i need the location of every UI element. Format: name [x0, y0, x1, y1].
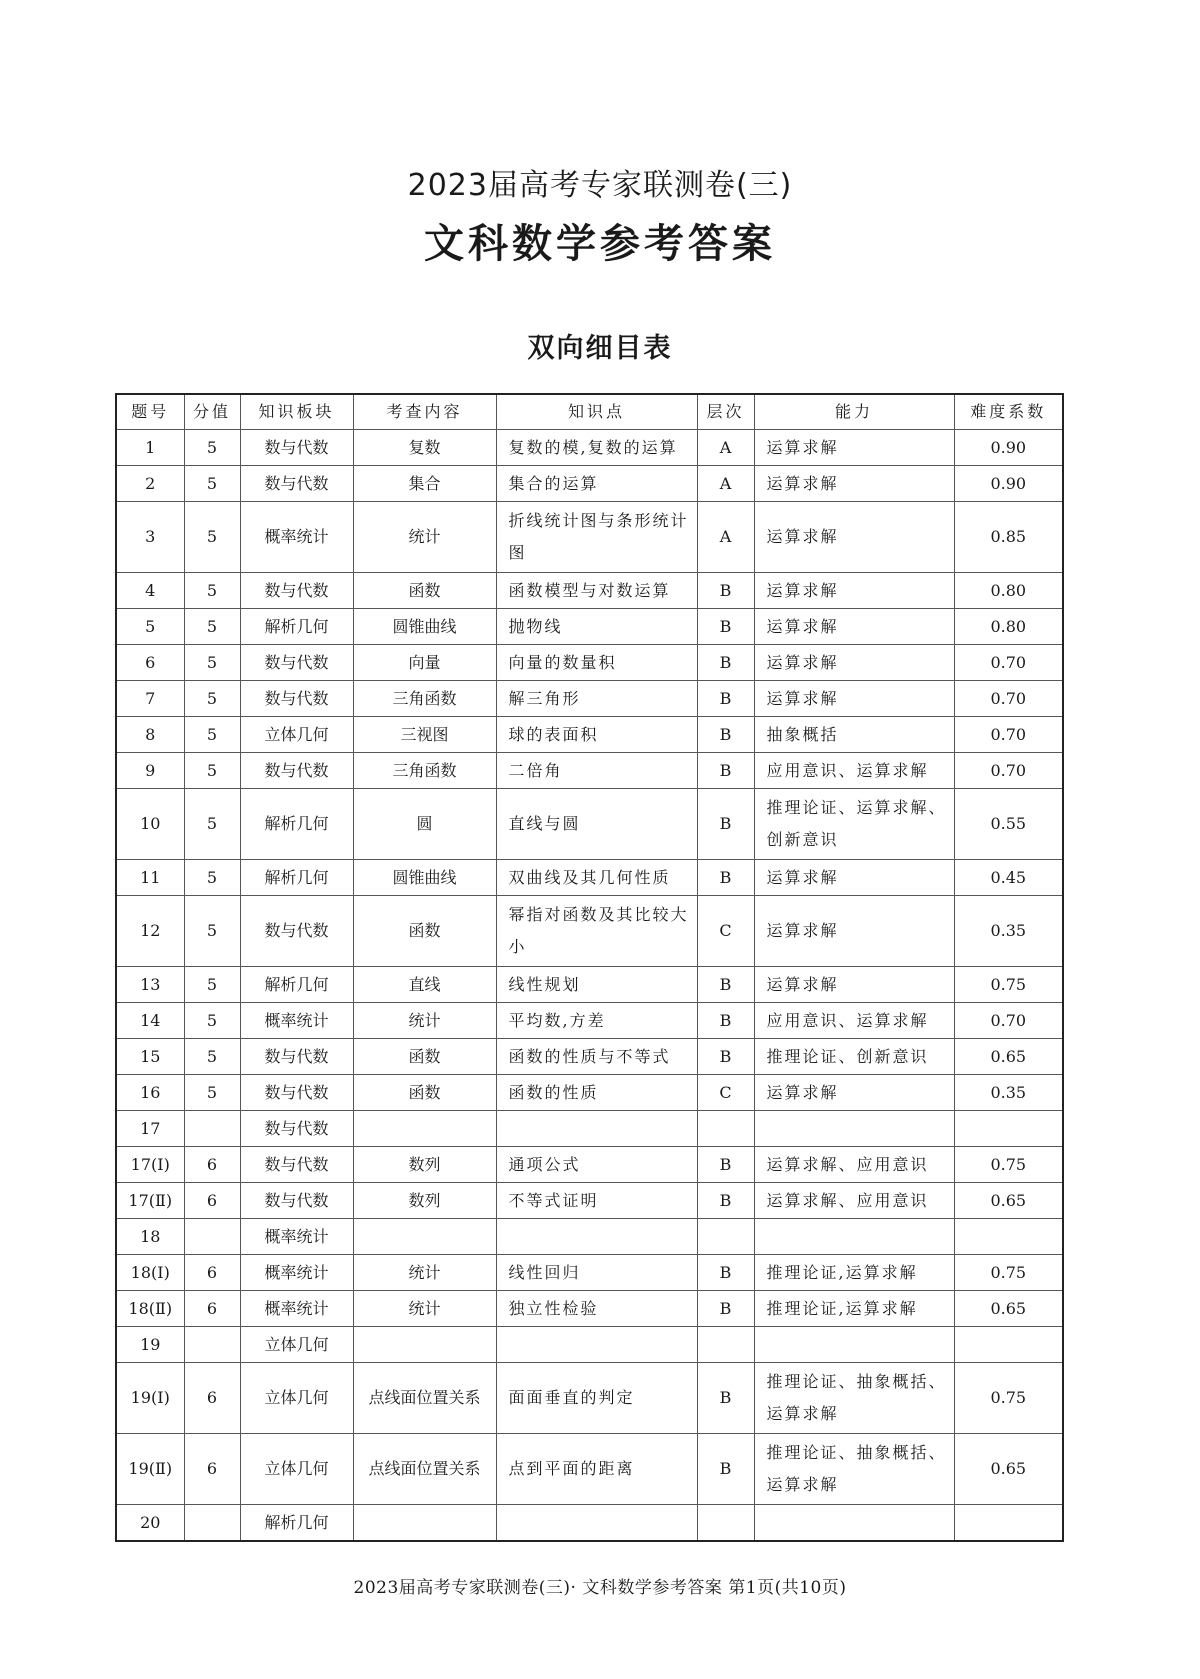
cell-score: 5: [184, 896, 240, 967]
cell-difficulty: 0.80: [954, 609, 1063, 645]
cell-no: 7: [116, 681, 184, 717]
cell-point: 面面垂直的判定: [496, 1363, 697, 1434]
cell-ability: 抽象概括: [754, 717, 954, 753]
table-row: [116, 1147, 1063, 1183]
cell-no: 17(Ⅱ): [116, 1183, 184, 1219]
cell-content: [353, 1327, 496, 1363]
cell-ability: 运算求解: [754, 1075, 954, 1111]
cell-no: 19(Ⅰ): [116, 1363, 184, 1434]
cell-ability: 运算求解: [754, 502, 954, 573]
cell-no: 19(Ⅱ): [116, 1434, 184, 1505]
cell-difficulty: 0.65: [954, 1291, 1063, 1327]
cell-point: 通项公式: [496, 1147, 697, 1183]
cell-block: 立体几何: [240, 717, 353, 753]
header-cell-point: 知识点: [496, 394, 697, 430]
cell-ability: 推理论证、创新意识: [754, 1039, 954, 1075]
cell-difficulty: [954, 1327, 1063, 1363]
cell-ability: 运算求解: [754, 896, 954, 967]
cell-point: 向量的数量积: [496, 645, 697, 681]
cell-level: B: [697, 1039, 754, 1075]
cell-difficulty: 0.35: [954, 896, 1063, 967]
cell-no: 18(Ⅱ): [116, 1291, 184, 1327]
cell-score: 5: [184, 1039, 240, 1075]
table-row: [116, 753, 1063, 789]
cell-level: B: [697, 860, 754, 896]
cell-block: 数与代数: [240, 681, 353, 717]
cell-content: 点线面位置关系: [353, 1434, 496, 1505]
cell-score: 5: [184, 502, 240, 573]
cell-level: B: [697, 1363, 754, 1434]
header-cell-block: 知识板块: [240, 394, 353, 430]
table-row: [116, 717, 1063, 753]
cell-content: 数列: [353, 1147, 496, 1183]
answer-title: 文科数学参考答案: [424, 221, 776, 267]
cell-block: 数与代数: [240, 753, 353, 789]
cell-score: 5: [184, 860, 240, 896]
table-row: [116, 1363, 1063, 1434]
cell-score: 6: [184, 1255, 240, 1291]
cell-score: 6: [184, 1291, 240, 1327]
cell-block: 解析几何: [240, 860, 353, 896]
cell-difficulty: 0.45: [954, 860, 1063, 896]
cell-ability: [754, 1111, 954, 1147]
cell-score: 6: [184, 1183, 240, 1219]
cell-point: 幂指对函数及其比较大小: [496, 896, 697, 967]
cell-level: B: [697, 967, 754, 1003]
cell-level: B: [697, 1003, 754, 1039]
header-cell-difficulty: 难度系数: [954, 394, 1063, 430]
cell-content: 统计: [353, 1003, 496, 1039]
cell-level: B: [697, 1291, 754, 1327]
cell-no: 11: [116, 860, 184, 896]
cell-no: 10: [116, 789, 184, 860]
cell-block: 立体几何: [240, 1434, 353, 1505]
cell-difficulty: 0.70: [954, 645, 1063, 681]
cell-score: 5: [184, 1003, 240, 1039]
spec-table: [115, 393, 1064, 1542]
cell-no: 3: [116, 502, 184, 573]
table-row: [116, 1255, 1063, 1291]
cell-score: 5: [184, 430, 240, 466]
table-row: [116, 430, 1063, 466]
cell-content: 统计: [353, 502, 496, 573]
cell-content: 集合: [353, 466, 496, 502]
cell-no: 20: [116, 1505, 184, 1542]
cell-ability: 运算求解: [754, 430, 954, 466]
cell-point: 球的表面积: [496, 717, 697, 753]
cell-difficulty: [954, 1219, 1063, 1255]
cell-score: [184, 1111, 240, 1147]
cell-score: 6: [184, 1434, 240, 1505]
cell-difficulty: 0.65: [954, 1183, 1063, 1219]
cell-content: [353, 1505, 496, 1542]
cell-point: [496, 1327, 697, 1363]
cell-point: 复数的模,复数的运算: [496, 430, 697, 466]
cell-block: 解析几何: [240, 1505, 353, 1542]
cell-point: [496, 1111, 697, 1147]
cell-difficulty: [954, 1505, 1063, 1542]
cell-difficulty: 0.75: [954, 1363, 1063, 1434]
cell-score: [184, 1327, 240, 1363]
cell-content: 统计: [353, 1255, 496, 1291]
cell-point: 函数的性质: [496, 1075, 697, 1111]
cell-block: 数与代数: [240, 430, 353, 466]
cell-block: 数与代数: [240, 1147, 353, 1183]
cell-ability: 运算求解: [754, 609, 954, 645]
cell-difficulty: 0.85: [954, 502, 1063, 573]
cell-level: B: [697, 1183, 754, 1219]
cell-level: A: [697, 466, 754, 502]
cell-ability: 运算求解: [754, 967, 954, 1003]
page-footer: 2023届高考专家联测卷(三)· 文科数学参考答案 第1页(共10页): [353, 1578, 847, 1598]
cell-score: 6: [184, 1363, 240, 1434]
cell-difficulty: 0.75: [954, 1255, 1063, 1291]
table-row: [116, 1434, 1063, 1505]
cell-score: 5: [184, 753, 240, 789]
cell-content: 圆: [353, 789, 496, 860]
cell-block: 概率统计: [240, 1219, 353, 1255]
cell-score: 5: [184, 717, 240, 753]
cell-point: 线性回归: [496, 1255, 697, 1291]
cell-no: 13: [116, 967, 184, 1003]
cell-content: 函数: [353, 573, 496, 609]
cell-ability: 运算求解: [754, 860, 954, 896]
cell-score: 5: [184, 466, 240, 502]
cell-score: 5: [184, 967, 240, 1003]
cell-block: 概率统计: [240, 1255, 353, 1291]
cell-block: 数与代数: [240, 466, 353, 502]
cell-score: 5: [184, 681, 240, 717]
cell-difficulty: 0.90: [954, 430, 1063, 466]
table-row: [116, 466, 1063, 502]
cell-no: 19: [116, 1327, 184, 1363]
cell-difficulty: 0.90: [954, 466, 1063, 502]
cell-ability: [754, 1505, 954, 1542]
cell-content: 统计: [353, 1291, 496, 1327]
cell-content: 三视图: [353, 717, 496, 753]
cell-block: 立体几何: [240, 1327, 353, 1363]
cell-point: 独立性检验: [496, 1291, 697, 1327]
cell-block: 数与代数: [240, 1183, 353, 1219]
cell-no: 9: [116, 753, 184, 789]
table-row: [116, 896, 1063, 967]
cell-content: 复数: [353, 430, 496, 466]
cell-score: 5: [184, 609, 240, 645]
cell-ability: [754, 1327, 954, 1363]
cell-content: 函数: [353, 1039, 496, 1075]
cell-no: 4: [116, 573, 184, 609]
table-row: [116, 573, 1063, 609]
cell-block: 解析几何: [240, 609, 353, 645]
cell-no: 18(Ⅰ): [116, 1255, 184, 1291]
cell-block: 解析几何: [240, 967, 353, 1003]
cell-ability: 运算求解: [754, 681, 954, 717]
table-row: [116, 1327, 1063, 1363]
cell-ability: 运算求解、应用意识: [754, 1147, 954, 1183]
cell-block: 数与代数: [240, 1039, 353, 1075]
cell-content: 三角函数: [353, 753, 496, 789]
cell-score: 5: [184, 789, 240, 860]
table-row: [116, 681, 1063, 717]
cell-ability: 应用意识、运算求解: [754, 753, 954, 789]
cell-block: 概率统计: [240, 502, 353, 573]
cell-block: 概率统计: [240, 1291, 353, 1327]
cell-block: 数与代数: [240, 1111, 353, 1147]
cell-no: 6: [116, 645, 184, 681]
cell-difficulty: [954, 1111, 1063, 1147]
exam-title: 2023届高考专家联测卷(三): [407, 168, 793, 203]
cell-score: 5: [184, 645, 240, 681]
cell-no: 17(Ⅰ): [116, 1147, 184, 1183]
cell-content: 圆锥曲线: [353, 609, 496, 645]
cell-ability: 推理论证,运算求解: [754, 1291, 954, 1327]
header-cell-score: 分值: [184, 394, 240, 430]
cell-block: 解析几何: [240, 789, 353, 860]
header-cell-no: 题号: [116, 394, 184, 430]
cell-point: 直线与圆: [496, 789, 697, 860]
cell-no: 2: [116, 466, 184, 502]
cell-ability: 运算求解: [754, 573, 954, 609]
table-row: [116, 1219, 1063, 1255]
cell-level: A: [697, 430, 754, 466]
cell-block: 数与代数: [240, 573, 353, 609]
table-row: [116, 1075, 1063, 1111]
cell-point: 二倍角: [496, 753, 697, 789]
section-title: 双向细目表: [527, 333, 673, 364]
cell-level: B: [697, 753, 754, 789]
cell-level: B: [697, 1147, 754, 1183]
cell-point: [496, 1219, 697, 1255]
cell-no: 14: [116, 1003, 184, 1039]
cell-no: 5: [116, 609, 184, 645]
cell-point: 解三角形: [496, 681, 697, 717]
cell-difficulty: 0.70: [954, 1003, 1063, 1039]
cell-level: B: [697, 1255, 754, 1291]
cell-point: 集合的运算: [496, 466, 697, 502]
cell-ability: 推理论证、抽象概括、运算求解: [754, 1363, 954, 1434]
table-header-row: [116, 394, 1063, 430]
cell-level: B: [697, 681, 754, 717]
cell-no: 17: [116, 1111, 184, 1147]
cell-difficulty: 0.35: [954, 1075, 1063, 1111]
cell-no: 12: [116, 896, 184, 967]
cell-ability: 运算求解: [754, 645, 954, 681]
cell-difficulty: 0.70: [954, 717, 1063, 753]
cell-difficulty: 0.75: [954, 1147, 1063, 1183]
cell-difficulty: 0.70: [954, 753, 1063, 789]
cell-difficulty: 0.75: [954, 967, 1063, 1003]
table-body: [116, 394, 1063, 1541]
header-cell-ability: 能力: [754, 394, 954, 430]
cell-difficulty: 0.65: [954, 1434, 1063, 1505]
cell-level: B: [697, 1434, 754, 1505]
cell-block: 数与代数: [240, 896, 353, 967]
cell-content: 三角函数: [353, 681, 496, 717]
cell-level: B: [697, 645, 754, 681]
cell-score: 6: [184, 1147, 240, 1183]
cell-level: B: [697, 573, 754, 609]
cell-point: 函数的性质与不等式: [496, 1039, 697, 1075]
cell-no: 18: [116, 1219, 184, 1255]
cell-score: 5: [184, 1075, 240, 1111]
cell-ability: 应用意识、运算求解: [754, 1003, 954, 1039]
table-row: [116, 645, 1063, 681]
cell-ability: 推理论证,运算求解: [754, 1255, 954, 1291]
cell-block: 数与代数: [240, 645, 353, 681]
cell-point: 不等式证明: [496, 1183, 697, 1219]
cell-content: 数列: [353, 1183, 496, 1219]
cell-block: 概率统计: [240, 1003, 353, 1039]
cell-level: [697, 1111, 754, 1147]
cell-difficulty: 0.80: [954, 573, 1063, 609]
cell-point: 函数模型与对数运算: [496, 573, 697, 609]
cell-score: 5: [184, 573, 240, 609]
cell-content: [353, 1111, 496, 1147]
cell-content: 点线面位置关系: [353, 1363, 496, 1434]
cell-content: 直线: [353, 967, 496, 1003]
table-row: [116, 967, 1063, 1003]
cell-point: 平均数,方差: [496, 1003, 697, 1039]
cell-ability: 运算求解、应用意识: [754, 1183, 954, 1219]
cell-content: 向量: [353, 645, 496, 681]
cell-level: A: [697, 502, 754, 573]
cell-content: 圆锥曲线: [353, 860, 496, 896]
cell-no: 16: [116, 1075, 184, 1111]
cell-difficulty: 0.55: [954, 789, 1063, 860]
table-row: [116, 1003, 1063, 1039]
cell-level: B: [697, 609, 754, 645]
cell-ability: 运算求解: [754, 466, 954, 502]
cell-level: [697, 1219, 754, 1255]
table-row: [116, 502, 1063, 573]
table-row: [116, 1111, 1063, 1147]
cell-ability: 推理论证、抽象概括、运算求解: [754, 1434, 954, 1505]
cell-point: 抛物线: [496, 609, 697, 645]
cell-point: [496, 1505, 697, 1542]
cell-content: 函数: [353, 1075, 496, 1111]
table-row: [116, 1505, 1063, 1542]
cell-block: 数与代数: [240, 1075, 353, 1111]
table-row: [116, 1039, 1063, 1075]
cell-score: [184, 1219, 240, 1255]
cell-no: 8: [116, 717, 184, 753]
cell-point: 双曲线及其几何性质: [496, 860, 697, 896]
cell-difficulty: 0.65: [954, 1039, 1063, 1075]
cell-difficulty: 0.70: [954, 681, 1063, 717]
header-cell-level: 层次: [697, 394, 754, 430]
cell-ability: 推理论证、运算求解、创新意识: [754, 789, 954, 860]
cell-level: C: [697, 1075, 754, 1111]
cell-point: 线性规划: [496, 967, 697, 1003]
table-row: [116, 1183, 1063, 1219]
cell-point: 点到平面的距离: [496, 1434, 697, 1505]
table-row: [116, 789, 1063, 860]
table-row: [116, 609, 1063, 645]
cell-content: 函数: [353, 896, 496, 967]
cell-level: B: [697, 789, 754, 860]
cell-point: 折线统计图与条形统计图: [496, 502, 697, 573]
cell-level: C: [697, 896, 754, 967]
cell-level: [697, 1327, 754, 1363]
cell-no: 15: [116, 1039, 184, 1075]
cell-ability: [754, 1219, 954, 1255]
table-row: [116, 1291, 1063, 1327]
cell-level: [697, 1505, 754, 1542]
header-cell-content: 考查内容: [353, 394, 496, 430]
table-row: [116, 860, 1063, 896]
cell-block: 立体几何: [240, 1363, 353, 1434]
cell-content: [353, 1219, 496, 1255]
cell-score: [184, 1505, 240, 1542]
cell-level: B: [697, 717, 754, 753]
cell-no: 1: [116, 430, 184, 466]
